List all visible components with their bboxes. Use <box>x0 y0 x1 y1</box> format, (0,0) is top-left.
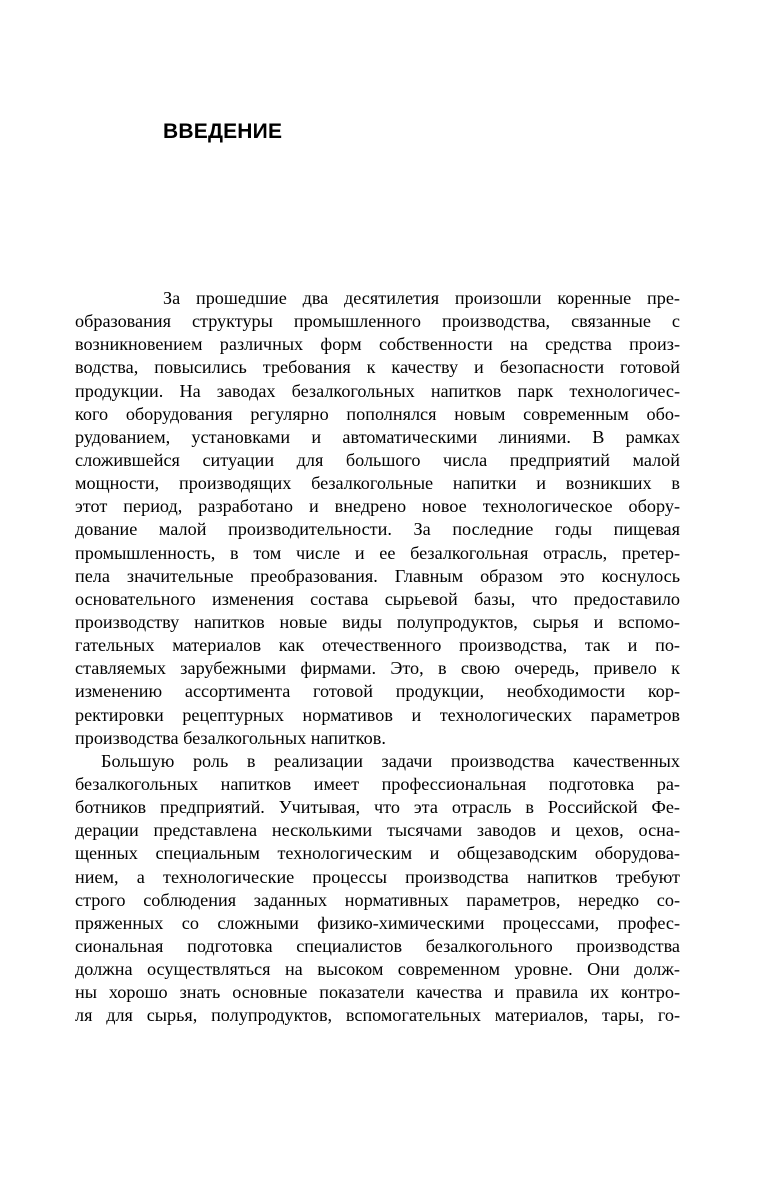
text-line: За прошедшие два десятилетия произошли коренные пре- <box>163 288 680 308</box>
text-line: ректировки рецептурных нормативов и технологических параметров <box>75 704 680 725</box>
text-line: сложившейся ситуации для большого числа предприятий малой <box>75 449 680 470</box>
text-line: пела значительные преобразования. Главным образом это коснулось <box>75 565 680 586</box>
text-line: ботников предприятий. Учитывая, что эта отрасль в Российской Фе- <box>75 797 680 818</box>
text-line: дерации представлена несколькими тысячами заводов и цехов, осна- <box>75 820 680 841</box>
text-line: сиональная подготовка специалистов безалкогольного производства <box>75 935 680 956</box>
text-line: водства, повысились требования к качеству и безопасности готовой <box>75 357 680 378</box>
text-line: изменению ассортимента готовой продукции, необходимости кор- <box>75 681 680 702</box>
text-line: безалкогольных напитков имеет профессиональная подготовка ра- <box>75 773 680 794</box>
text-line: основательного изменения состава сырьевой базы, что предоставило <box>75 588 680 609</box>
body-text <box>75 287 680 1028</box>
text-line: пряженных со сложными физико-химическими процессами, профес- <box>75 912 680 933</box>
text-line: мощности, производящих безалкогольные напитки и возникших в <box>75 473 680 494</box>
chapter-heading: ВВЕДЕНИЕ <box>163 120 283 143</box>
text-line: промышленность, в том числе и ее безалкогольная отрасль, претер- <box>75 542 680 563</box>
text-line: Большую роль в реализации задачи производства качественных <box>101 750 680 771</box>
text-line: производства безалкогольных напитков. <box>75 727 386 748</box>
paragraph-2 <box>75 750 680 1028</box>
text-line: производству напитков новые виды полупродуктов, сырья и вспомо- <box>75 611 680 632</box>
text-line: должна осуществляться на высоком современном уровне. Они долж- <box>75 959 680 980</box>
text-line: продукции. На заводах безалкогольных напитков парк технологичес- <box>75 380 680 401</box>
text-line: дование малой производительности. За последние годы пищевая <box>75 519 680 540</box>
text-line: этот период, разработано и внедрено новое технологическое обору- <box>75 496 680 517</box>
text-line: возникновением различных форм собственности на средства произ- <box>75 334 680 355</box>
text-line: гательных материалов как отечественного производства, так и по- <box>75 635 680 656</box>
text-line: щенных специальным технологическим и общезаводским оборудова- <box>75 843 680 864</box>
text-line: нием, а технологические процессы производства напитков требуют <box>75 866 680 887</box>
text-line: ля для сырья, полупродуктов, вспомогательных материалов, тары, го- <box>75 1005 680 1026</box>
text-line: строго соблюдения заданных нормативных параметров, нередко со- <box>75 889 680 910</box>
text-line: кого оборудования регулярно пополнялся новым современным обо- <box>75 403 680 424</box>
paragraph-1 <box>75 287 680 750</box>
text-line: ставляемых зарубежными фирмами. Это, в свою очередь, привело к <box>75 658 680 679</box>
text-line: образования структуры промышленного производства, связанные с <box>75 311 680 332</box>
text-line: рудованием, установками и автоматическими линиями. В рамках <box>75 426 680 447</box>
text-line: ны хорошо знать основные показатели качества и правила их контро- <box>75 982 680 1003</box>
